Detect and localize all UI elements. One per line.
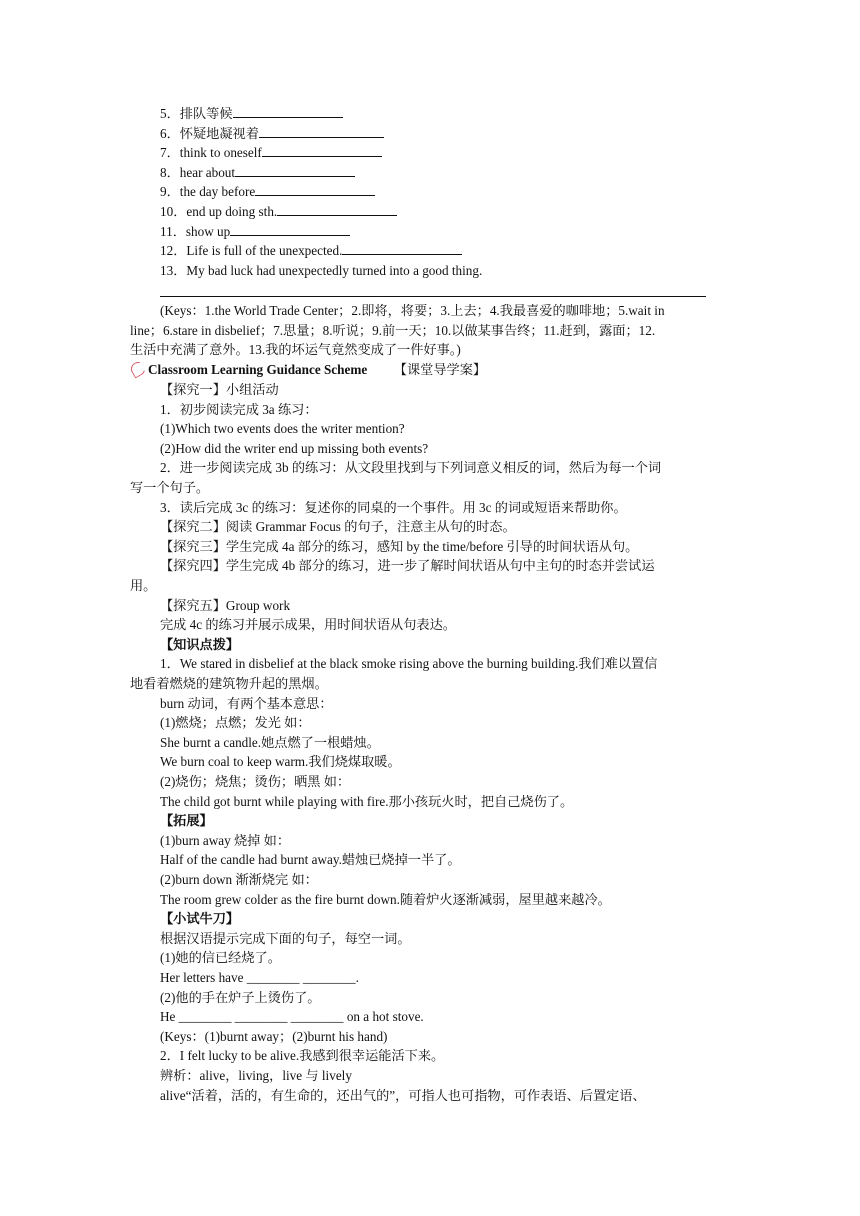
text-line: 地看着燃烧的建筑物升起的黑烟。 (130, 676, 328, 691)
answer-blank[interactable] (255, 183, 375, 196)
text-line: 【探究五】Group work (160, 597, 291, 613)
vocab-item-text: 9．the day before (160, 184, 256, 200)
vocab-item (160, 182, 375, 202)
text-line: (2)烧伤；烧焦；烫伤；晒黑 如： (160, 774, 351, 789)
answer-blank[interactable] (235, 164, 355, 177)
text-line: 3．读后完成 3c 的练习：复述你的同桌的一个事件。用 3c 的词或短语来帮助你。 (160, 499, 627, 515)
vocab-item-text: 6．怀疑地凝视着 (160, 125, 259, 141)
vocab-item-text: 13．My bad luck had unexpectedly turned into a good thing. (160, 262, 483, 278)
text-line: 写一个句子。 (130, 480, 210, 495)
vocab-item-text: 5．排队等候 (160, 106, 233, 121)
section-title (148, 360, 486, 380)
vocab-item-text: 12．Life is full of the unexpected. (160, 243, 343, 259)
text-line: The room grew colder as the fire burnt down.随着炉火逐渐减弱，屋里越来越冷。 (160, 891, 611, 907)
section-title-en: Classroom Learning Guidance Scheme (148, 362, 368, 377)
vocab-item (160, 222, 350, 242)
vocab-item-text: 11．show up (160, 223, 231, 239)
text-line: Half of the candle had burnt away.蜡烛已烧掉一半了。 (160, 852, 461, 868)
keys-line: line；6.stare in disbelief；7.思量；8.听说；9.前一天；10.以做某事告终；11.赶到，露面；12. (130, 322, 656, 338)
vocab-item (160, 124, 384, 144)
leaf-bullet-icon (128, 359, 147, 378)
keys-line: 生活中充满了意外。13.我的坏运气竟然变成了一件好事。) (130, 342, 461, 358)
subheading: 【拓展】 (160, 813, 213, 829)
text-line: 【探究四】学生完成 4b 部分的练习，进一步了解时间状语从句中主句的时态并尝试运 (160, 558, 655, 574)
text-line: 辨析：alive，living，live 与 lively (160, 1068, 352, 1083)
answer-blank[interactable] (230, 223, 350, 236)
section-title-cn: 【课堂导学案】 (393, 362, 487, 377)
keys-line: (Keys：1.the World Trade Center；2.即将，将要；3.上去；4.我最喜爱的咖啡地；5.wait in (160, 303, 665, 318)
text-line: Her letters have ________ ________. (160, 970, 359, 985)
text-line: (Keys：(1)burnt away；(2)burnt his hand) (160, 1028, 388, 1044)
text-line: The child got burnt while playing with fire.那小孩玩火时，把自己烧伤了。 (160, 793, 574, 809)
text-line: burn 动词，有两个基本意思： (160, 695, 333, 711)
text-line: (1)Which two events does the writer mention? (160, 421, 405, 437)
text-line: (1)燃烧；点燃；发光 如： (160, 715, 311, 731)
answer-blank[interactable] (277, 203, 397, 216)
text-line: 完成 4c 的练习并展示成果，用时间状语从句表达。 (160, 617, 456, 633)
vocab-item-text: 7．think to oneself (160, 145, 262, 161)
vocab-item-text: 8．hear about (160, 164, 236, 180)
text-line: 用。 (130, 578, 157, 593)
text-line: (2)他的手在炉子上烫伤了。 (160, 989, 321, 1005)
vocab-item-text: 10．end up doing sth. (160, 204, 278, 219)
answer-line (160, 296, 706, 297)
text-line: We burn coal to keep warm.我们烧煤取暖。 (160, 754, 401, 770)
subheading: 【知识点拨】 (160, 636, 240, 652)
text-line: (1)她的信已经烧了。 (160, 950, 281, 966)
text-line: alive“活着，活的，有生命的，还出气的”，可指人也可指物，可作表语、后置定语、 (160, 1087, 646, 1103)
text-line: 1．We stared in disbelief at the black smoke rising above the burning building.我们难以置信 (160, 656, 658, 672)
text-line: 【探究二】阅读 Grammar Focus 的句子，注意主从句的时态。 (160, 519, 516, 535)
text-line: 2．进一步阅读完成 3b 的练习：从文段里找到与下列词意义相反的词，然后为每一个词 (160, 460, 662, 476)
text-line: (1)burn away 烧掉 如： (160, 832, 291, 848)
text-line: 【探究三】学生完成 4a 部分的练习，感知 by the time/before 引导的时间状语从句。 (160, 538, 639, 554)
text-line: 【探究一】小组活动 (160, 382, 279, 397)
subheading: 【小试牛刀】 (160, 911, 240, 927)
text-line: (2)How did the writer end up missing both events? (160, 440, 429, 456)
text-line: (2)burn down 渐渐烧完 如： (160, 872, 318, 887)
answer-blank[interactable] (233, 105, 343, 118)
text-line: He ________ ________ ________ on a hot stove. (160, 1009, 424, 1025)
vocab-item (160, 241, 462, 261)
text-line: 根据汉语提示完成下面的句子，每空一词。 (160, 930, 411, 946)
text-line: 2．I felt lucky to be alive.我感到很幸运能活下来。 (160, 1048, 445, 1064)
text-line: She burnt a candle.她点燃了一根蜡烛。 (160, 734, 380, 750)
vocab-item (160, 163, 355, 183)
text-line: 1．初步阅读完成 3a 练习： (160, 401, 318, 417)
vocab-item (160, 202, 397, 222)
answer-blank[interactable] (262, 144, 382, 157)
vocab-item (160, 143, 382, 163)
answer-blank[interactable] (342, 242, 462, 255)
answer-blank[interactable] (259, 125, 384, 138)
vocab-item (160, 261, 482, 281)
vocab-item (160, 104, 343, 124)
